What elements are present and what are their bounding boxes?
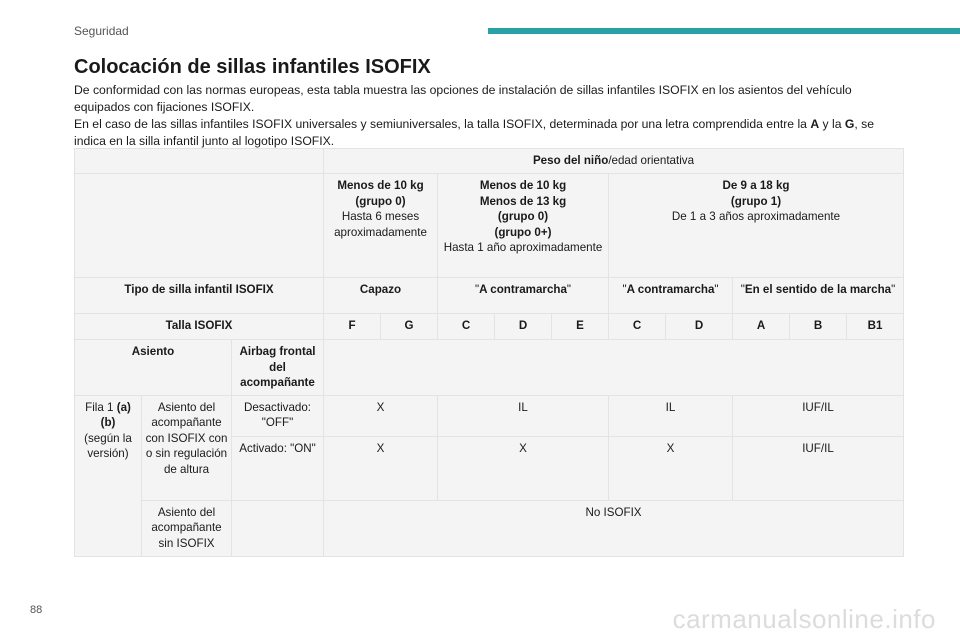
- size-cell: G: [381, 314, 438, 340]
- weight-header: Peso del niño/edad orientativa: [324, 149, 904, 174]
- value-cell: X: [438, 436, 609, 500]
- section-label: Seguridad: [74, 24, 129, 38]
- asiento-header-row: [75, 340, 904, 396]
- value-cell: X: [324, 436, 438, 500]
- group-1-cell: De 9 a 18 kg (grupo 1) De 1 a 3 años aproximadamente: [609, 174, 904, 278]
- value-cell: X: [324, 395, 438, 436]
- size-row: [75, 314, 904, 340]
- size-label: Talla ISOFIX: [75, 314, 324, 340]
- isofix-table: [74, 148, 904, 557]
- no-isofix-cell: No ISOFIX: [324, 500, 904, 556]
- value-cell: IL: [609, 395, 733, 436]
- seat-type-row: [75, 278, 904, 314]
- groups-row: [75, 174, 904, 278]
- seat-with-isofix: Asiento del acompañante con ISOFIX con o sin regulación de altura: [142, 395, 232, 500]
- value-cell: IUF/IL: [733, 395, 904, 436]
- blank-cell: [75, 149, 324, 174]
- header-accent-bar: [488, 28, 960, 34]
- size-cell: A: [733, 314, 790, 340]
- no-isofix-row: [75, 500, 904, 556]
- watermark: carmanualsonline.info: [672, 604, 936, 634]
- size-cell: C: [438, 314, 495, 340]
- value-cell: X: [609, 436, 733, 500]
- weight-header-row: [75, 149, 904, 174]
- intro-paragraph-2: En el caso de las sillas infantiles ISOFIX universales y semiuniversales, la talla ISOFIX, determinada por una letra comprendida entre la A y la G, se indica en la silla infantil junto al logotipo ISOFIX.: [74, 117, 875, 148]
- group-0plus-cell: Menos de 10 kg Menos de 13 kg (grupo 0) (grupo 0+) Hasta 1 año aproximadamente: [438, 174, 609, 278]
- seat-type-capazo: Capazo: [324, 278, 438, 314]
- page-title: Colocación de sillas infantiles ISOFIX: [74, 56, 431, 78]
- seat-type-label: Tipo de silla infantil ISOFIX: [75, 278, 324, 314]
- airbag-label: Airbag frontal del acompañante: [232, 340, 324, 396]
- blank-cell: [232, 500, 324, 556]
- value-cell: IL: [438, 395, 609, 436]
- blank-cell: [324, 340, 904, 396]
- size-cell: E: [552, 314, 609, 340]
- size-cell: C: [609, 314, 666, 340]
- seat-type-sentido-marcha: "En el sentido de la marcha": [733, 278, 904, 314]
- intro-paragraph-1: De conformidad con las normas europeas, esta tabla muestra las opciones de instalación de sillas infantiles ISOFIX en los asientos del vehículo equipados con fijaciones ISOFIX.: [74, 83, 852, 114]
- size-cell: D: [666, 314, 733, 340]
- value-cell: IUF/IL: [733, 436, 904, 500]
- group-0-cell: Menos de 10 kg (grupo 0) Hasta 6 meses aproximadamente: [324, 174, 438, 278]
- airbag-activated: Activado: "ON": [232, 436, 324, 500]
- airbag-deactivated: Desactivado: "OFF": [232, 395, 324, 436]
- intro-text: [74, 82, 904, 150]
- size-cell: D: [495, 314, 552, 340]
- seat-type-contramarcha-2: "A contramarcha": [609, 278, 733, 314]
- asiento-label: Asiento: [75, 340, 232, 396]
- size-cell: F: [324, 314, 381, 340]
- row1-label: Fila 1 (a) (b) (según la versión): [75, 395, 142, 556]
- size-cell: B1: [847, 314, 904, 340]
- size-cell: B: [790, 314, 847, 340]
- seat-without-isofix: Asiento del acompañante sin ISOFIX: [142, 500, 232, 556]
- blank-cell: [75, 174, 324, 278]
- seat-type-contramarcha-1: "A contramarcha": [438, 278, 609, 314]
- page-number: 88: [30, 604, 43, 616]
- deactivated-row: [75, 395, 904, 436]
